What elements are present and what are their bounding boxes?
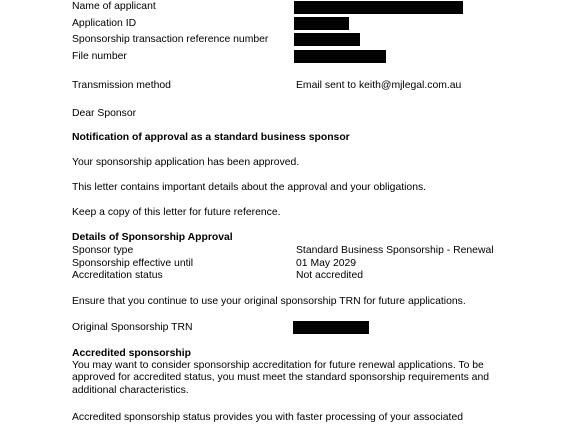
redacted-application-id bbox=[294, 17, 349, 30]
transmission-method-label: Transmission method bbox=[72, 80, 171, 91]
sponsor-type-value: Standard Business Sponsorship - Renewal bbox=[296, 245, 494, 256]
redacted-file-number bbox=[294, 50, 386, 63]
file-number-label: File number bbox=[72, 51, 127, 62]
transmission-method-value: Email sent to keith@mjlegal.com.au bbox=[296, 80, 462, 91]
redacted-sponsorship-trn bbox=[294, 33, 360, 46]
accredited-partial-paragraph: Accredited sponsorship status provides you with faster processing of your associated bbox=[72, 412, 464, 423]
application-id-label: Application ID bbox=[72, 18, 137, 29]
effective-until-value: 01 May 2029 bbox=[296, 258, 357, 269]
accredited-heading: Accredited sponsorship bbox=[72, 348, 191, 359]
salutation: Dear Sponsor bbox=[72, 108, 137, 119]
keep-copy-paragraph: Keep a copy of this letter for future reference. bbox=[72, 207, 281, 218]
approved-paragraph: Your sponsorship application has been approved. bbox=[72, 157, 300, 168]
name-of-applicant-label: Name of applicant bbox=[72, 1, 156, 12]
notification-heading: Notification of approval as a standard business sponsor bbox=[72, 132, 350, 143]
details-paragraph: This letter contains important details about the approval and your obligations. bbox=[72, 182, 427, 193]
redacted-original-trn bbox=[293, 321, 369, 334]
accreditation-status-label: Accreditation status bbox=[72, 270, 163, 281]
sponsor-type-label: Sponsor type bbox=[72, 245, 134, 256]
accredited-body: You may want to consider sponsorship accreditation for future renewal applications. To be approved for accredited status, you must meet the standard sponsorship requirements and additional characteristics. bbox=[72, 360, 490, 396]
original-trn-label: Original Sponsorship TRN bbox=[72, 322, 193, 333]
accreditation-status-value: Not accredited bbox=[296, 270, 363, 281]
effective-until-label: Sponsorship effective until bbox=[72, 258, 194, 269]
redacted-applicant-name bbox=[294, 1, 463, 14]
details-heading: Details of Sponsorship Approval bbox=[72, 232, 233, 243]
trn-notice: Ensure that you continue to use your original sponsorship TRN for future applications. bbox=[72, 296, 466, 307]
sponsorship-trn-label: Sponsorship transaction reference number bbox=[72, 34, 269, 45]
